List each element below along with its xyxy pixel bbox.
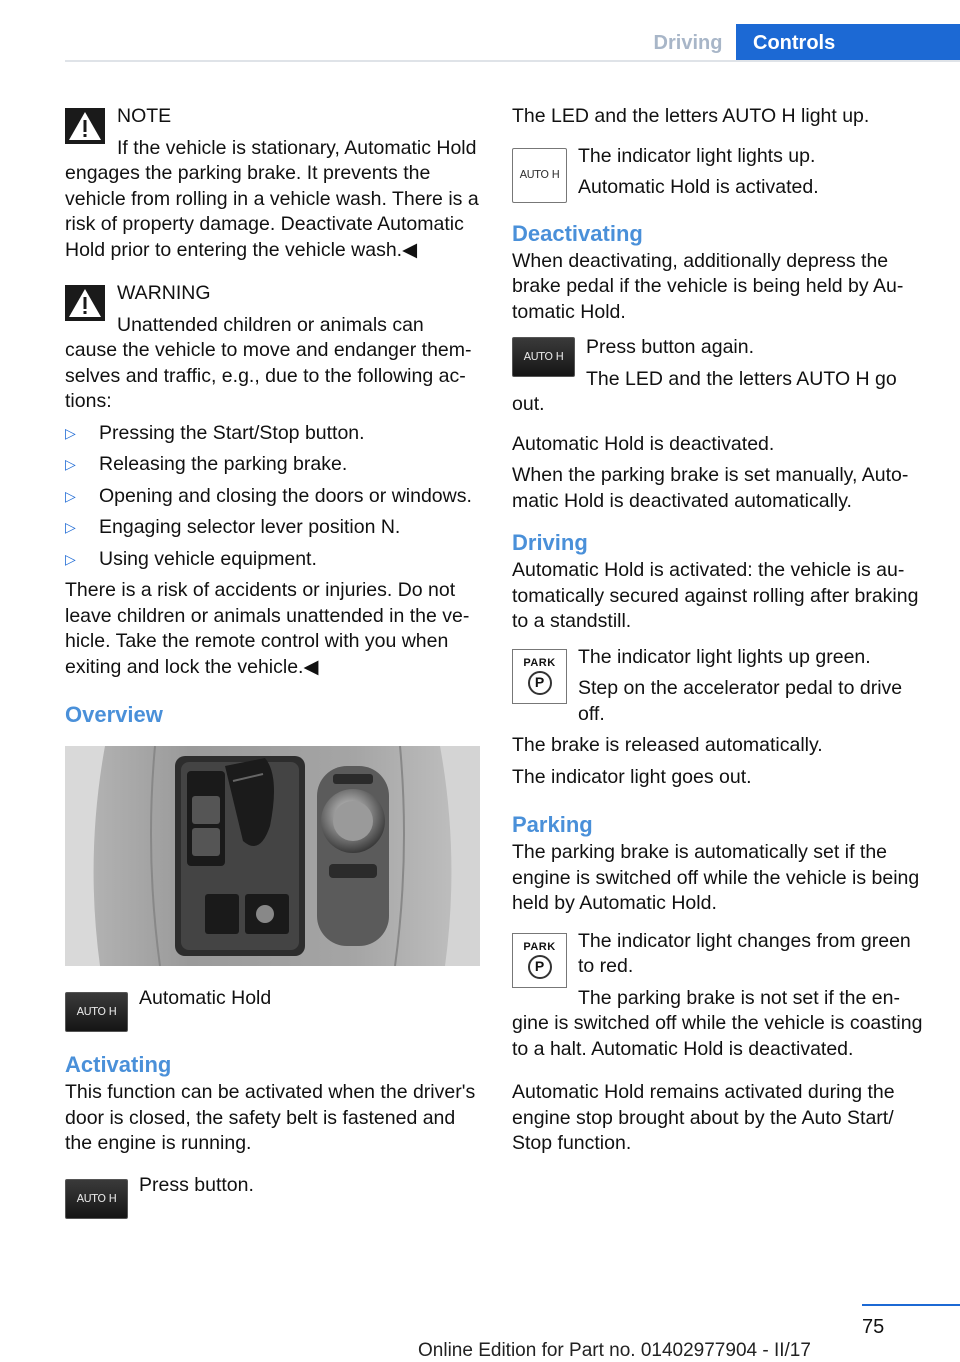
changes-text: The indicator light changes from green to red. xyxy=(578,929,911,977)
triangle-bullet-icon: ▷ xyxy=(65,424,76,441)
activating-text: This function can be activated when the driver's door is closed, the safety belt is fastened and the engine is running. xyxy=(65,1081,476,1154)
warning-outro: There is a risk of accidents or injuries. Do not leave children or animals unattended in the vehicle. Take the remote control with you when exiting and lock the vehicle.◀ xyxy=(65,579,470,678)
triangle-bullet-icon: ▷ xyxy=(65,550,76,567)
auto-h-indicator-icon: AUTO H xyxy=(512,148,567,203)
auto-hold-button-icon: AUTO H xyxy=(512,337,575,377)
parking-heading: Parking xyxy=(512,812,593,837)
overview-caption: Automatic Hold xyxy=(139,987,272,1009)
led-go-out: The LED and the letters AUTO H go out. xyxy=(512,367,897,415)
warning-label: WARNING xyxy=(117,282,211,304)
triangle-bullet-icon: ▷ xyxy=(65,519,76,535)
list-item: ▷ Opening and closing the doors or windows. xyxy=(65,484,480,510)
activating-step: Press button. xyxy=(139,1173,254,1196)
remains-text: Automatic Hold remains activated during the engine stop brought about by the Auto Start/ Stop function. xyxy=(512,1081,895,1154)
press-again: Press button again. xyxy=(586,336,755,358)
park-indicator-icon: PARK P xyxy=(512,649,567,704)
warning-intro: Unattended children or animals can cause the vehicle to move and endanger themselves and traffic, e.g., due to the following actions: xyxy=(65,313,472,412)
list-item: ▷ Engaging selector lever position N. xyxy=(65,515,480,541)
list-item: ▷ Releasing the parking brake. xyxy=(65,452,480,478)
warning-block xyxy=(65,281,480,680)
warning-list xyxy=(65,421,480,573)
center-console-photo xyxy=(65,746,480,966)
list-item: ▷ Using vehicle equipment. xyxy=(65,547,480,573)
triangle-bullet-icon: ▷ xyxy=(65,487,76,504)
right-column xyxy=(512,104,927,1157)
step-text: Step on the accelerator pedal to drive off. xyxy=(578,677,903,725)
driving-heading: Driving xyxy=(512,530,588,555)
left-column xyxy=(65,104,480,1221)
footer-rule xyxy=(862,1304,960,1306)
list-item: ▷ Pressing the Start/Stop button. xyxy=(65,421,480,447)
triangle-bullet-icon: ▷ xyxy=(65,456,76,472)
page-number: 75 xyxy=(862,1316,885,1338)
auto-hold-button-icon: AUTO H xyxy=(65,1179,128,1219)
driving-text: Automatic Hold is activated: the vehicle is automatically secured against rolling after braking to a standstill. xyxy=(512,559,919,632)
deactivating-text: When deactivating, additionally depress the brake pedal if the vehicle is being held by Automatic Hold. xyxy=(512,249,904,323)
goes-out-text: The indicator light goes out. xyxy=(512,765,752,788)
manual-text: When the parking brake is set manually, Automatic Hold is deactivated automatically. xyxy=(512,464,909,512)
released-text: The brake is released automatically. xyxy=(512,734,823,756)
green-text: The indicator light lights up green. xyxy=(578,645,871,668)
warning-triangle-icon xyxy=(65,285,105,321)
activating-heading: Activating xyxy=(65,1052,172,1077)
hold-deactivated: Automatic Hold is deactivated. xyxy=(512,432,775,455)
tab-controls: Controls xyxy=(736,24,960,62)
note-text: If the vehicle is stationary, Automatic Hold engages the parking brake. It prevents the vehicle from rolling in a vehicle wash. There is a risk of property damage. Deactivate Automatic Hold prior to entering the vehicle wash.◀ xyxy=(65,136,479,261)
not-set-text: The parking brake is not set if the engine is switched off while the vehicle is coasting to a halt. Automatic Hold is deactivated. xyxy=(512,986,923,1060)
edition-text: Online Edition for Part no. 01402977904 - II/17 xyxy=(418,1340,811,1361)
park-indicator-icon: PARK P xyxy=(512,933,567,988)
tab-driving: Driving xyxy=(653,31,723,54)
warning-triangle-icon xyxy=(65,108,105,144)
note-block xyxy=(65,104,480,263)
hold-activated: Automatic Hold is activated. xyxy=(578,176,819,198)
deactivating-heading: Deactivating xyxy=(512,220,643,246)
indicator-lights-up: The indicator light lights up. xyxy=(578,144,816,167)
auto-hold-button-icon: AUTO H xyxy=(65,992,128,1032)
overview-heading: Overview xyxy=(65,702,163,727)
note-label: NOTE xyxy=(117,105,172,127)
led-text: The LED and the letters AUTO H light up. xyxy=(512,105,870,127)
header-rule xyxy=(65,60,960,62)
parking-text: The parking brake is automatically set if the engine is switched off while the vehicle is being held by Automatic Hold. xyxy=(512,841,920,914)
